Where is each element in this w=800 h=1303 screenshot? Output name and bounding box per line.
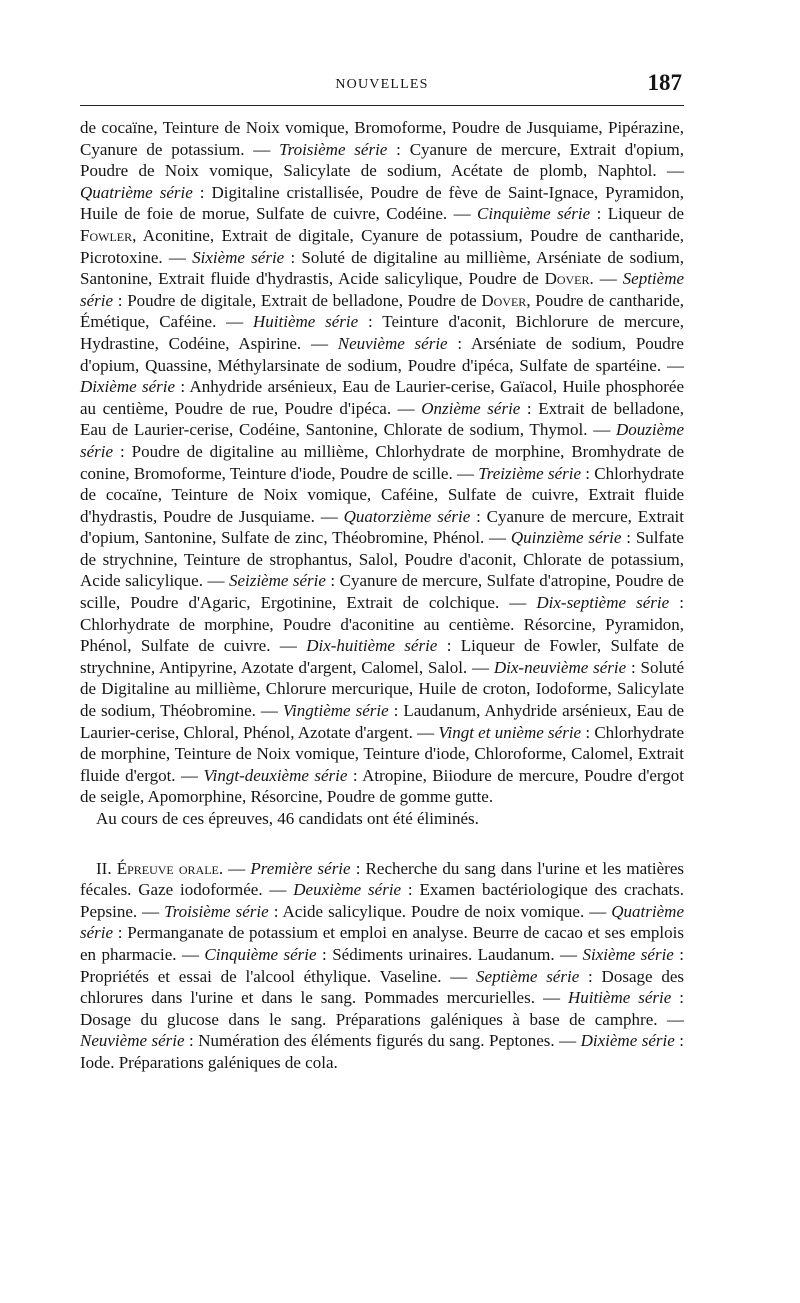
series-heading: Dixième série [80, 377, 176, 397]
text-run: : Extrait de belladone, Eau de Laurier-cerise, Codéine, Santonine, Chlorate de sodium, Thymol. — [80, 398, 684, 440]
text-run: , Aconitine, Extrait de digitale, Cyanure de potassium, Poudre de cantharide, Picrotoxine. — [80, 225, 684, 267]
text-run: : Liqueur de [590, 204, 684, 224]
page-header [80, 68, 684, 98]
text-run: : Sulfate de strychnine, Teinture de strophantus, Salol, Poudre d'aconit, Chlorate de potassium, Acide salicylique. — [80, 528, 684, 591]
text-run: : Liqueur de Fowler, Sulfate de strychnine, Antipyrine, Azotate d'argent, Calomel, Salol. — [80, 636, 684, 677]
series-heading: Huitième série [567, 988, 672, 1008]
series-heading: Huitième série [253, 312, 359, 332]
text-run: : Dosage du glucose dans le sang. Préparations galéniques à base de camphre. — [80, 988, 685, 1029]
text-run: : Iode. Préparations galéniques de cola. [80, 1031, 684, 1072]
series-heading: Dix-huitième série [306, 636, 438, 656]
text-run: . — [589, 269, 623, 289]
series-heading: Quinzième série [510, 528, 622, 548]
text-run: : Teinture d'aconit, Bichlorure de mercure, Hydrastine, Codéine, Aspirine. — [80, 312, 684, 353]
series-heading: Troisième série [279, 139, 388, 159]
text-run: , Poudre de cantharide, Émétique, Caféine. — [80, 290, 684, 332]
page-number: 187 [647, 70, 682, 95]
small-caps-term: Épreuve orale [116, 858, 219, 878]
series-heading: Dixième série [580, 1031, 675, 1051]
small-caps-term: Dover [544, 269, 590, 289]
oral-exam-paragraph [80, 858, 684, 1074]
series-heading: Seizième série [228, 571, 326, 591]
list-paragraph-series [80, 117, 684, 808]
running-title: NOUVELLES [335, 77, 429, 92]
series-heading: Quatrième série [80, 182, 193, 202]
series-heading: Dix-septième série [536, 593, 670, 613]
text-run: : Chlorhydrate de cocaïne, Teinture de Noix vomique, Caféine, Sulfate de cuivre, Extrait fluide d'hydrastis, Poudre de Jusquiame. — [80, 463, 684, 526]
series-heading: Onzième série [421, 398, 521, 418]
text-run: : Cyanure de mercure, Extrait d'opium, Poudre de Noix vomique, Salicylate de sodium, Acétate de plomb, Naphtol. — [80, 139, 685, 181]
text-run: : Cyanure de mercure, Extrait d'opium, Santonine, Sulfate de zinc, Théobromine, Phénol. — [80, 506, 684, 548]
series-heading: Quatorzième série [343, 506, 471, 526]
series-heading: Vingt et unième série [438, 722, 582, 742]
text-run: : Soluté de Digitaline au millième, Chlorure mercurique, Huile de croton, Iodoforme, Salicylate de sodium, Théobromine. — [80, 657, 685, 721]
series-heading: Cinquième série [204, 944, 317, 964]
text-run: : Sédiments urinaires. Laudanum. — [316, 944, 583, 964]
series-heading: Neuvième série [80, 1031, 185, 1051]
series-heading: Treizième série [478, 463, 582, 483]
text-run: : Chlorhydrate de morphine, Poudre d'aconitine au centième. Résorcine, Pyramidon, Phénol, Sulfate de cuivre. — [80, 593, 684, 656]
section-spacer [80, 830, 684, 858]
text-run: : Examen bactériologique des crachats. Pepsine. — [80, 880, 684, 921]
text-run: : Soluté de digitaline au millième, Arséniate de sodium, Santonine, Extrait fluide d'hydrastis, Acide salicylique, Poudre de [80, 247, 684, 289]
text-run: : Arséniate de sodium, Poudre d'opium, Quassine, Méthylarsinate de sodium, Poudre d'ipéca, Sulfate de spartéine. — [80, 333, 684, 375]
text-run: : Propriétés et essai de l'alcool éthylique. Vaseline. — [80, 944, 685, 986]
series-heading: Troisième série [164, 901, 269, 921]
small-caps-term: Fowler [80, 225, 133, 245]
series-heading: Quatrième série [80, 901, 684, 943]
series-heading: Vingt-deuxième série [203, 765, 348, 785]
series-heading: Neuvième série [337, 333, 448, 353]
series-heading: Cinquième série [477, 204, 591, 224]
series-heading: Douzième série [80, 420, 684, 461]
series-heading: Première série [250, 858, 351, 878]
series-heading: Dix-neuvième série [493, 657, 627, 677]
series-heading: Septième série [476, 966, 580, 986]
text-run: de cocaïne, Teinture de Noix vomique, Bromoforme, Poudre de Jusquiame, Pipérazine, Cyanure de potassium. — [80, 118, 684, 159]
series-heading: Vingtième série [282, 701, 389, 721]
text-run: : Cyanure de mercure, Sulfate d'atropine, Poudre de scille, Poudre d'Agaric, Ergotinine, Extrait de colchique. — [80, 571, 684, 613]
article-body [80, 117, 684, 1074]
text-run: : Laudanum, Anhydride arsénieux, Eau de Laurier-cerise, Chloral, Phénol, Azotate d'argent. — [80, 701, 684, 742]
text-run: : Poudre de digitaline au millième, Chlorhydrate de morphine, Bromhydrate de conine, Bromoforme, Teinture d'iode, Poudre de scille. — [80, 441, 684, 483]
series-heading: Septième série [80, 269, 685, 310]
conclusion-paragraph: Au cours de ces épreuves, 46 candidats ont été éliminés. [96, 809, 479, 828]
text-run: : Atropine, Biiodure de mercure, Poudre d'ergot de seigle, Apomorphine, Résorcine, Poudre de gomme gutte. [80, 765, 684, 807]
text-run: : Chlorhydrate de morphine, Teinture de Noix vomique, Teinture d'iode, Chloroforme, Calomel, Extrait fluide d'ergot. — [80, 722, 685, 785]
text-run: : Numération des éléments figurés du sang. Peptones. — [184, 1031, 581, 1051]
text-run: : Acide salicylique. Poudre de noix vomique. — [268, 901, 612, 921]
text-run: : Permanganate de potassium et emploi en analyse. Beurre de cacao et ses emplois en pharmacie. — [80, 923, 684, 964]
small-caps-term: Dover [481, 290, 527, 310]
series-heading: Sixième série [192, 247, 285, 267]
text-run: : Dosage des chlorures dans l'urine et dans le sang. Pommades mercurielles. — [80, 966, 684, 1008]
text-run: : Recherche du sang dans l'urine et les matières fécales. Gaze iodoformée. — [80, 858, 684, 900]
series-heading: Sixième série [582, 944, 674, 964]
text-run: . — [218, 858, 251, 878]
text-run: : Poudre de digitale, Extrait de belladone, Poudre de [113, 290, 482, 310]
text-run: : Digitaline cristallisée, Poudre de fève de Saint-Ignace, Pyramidon, Huile de foie de morue, Sulfate de cuivre, Codéine. — [80, 182, 684, 224]
series-heading: Deuxième série [293, 880, 402, 900]
header-rule [80, 105, 684, 106]
text-run: II. [96, 858, 117, 878]
text-run: : Anhydride arsénieux, Eau de Laurier-cerise, Gaïacol, Huile phosphorée au centième, Poudre de rue, Poudre d'ipéca. — [80, 377, 684, 418]
